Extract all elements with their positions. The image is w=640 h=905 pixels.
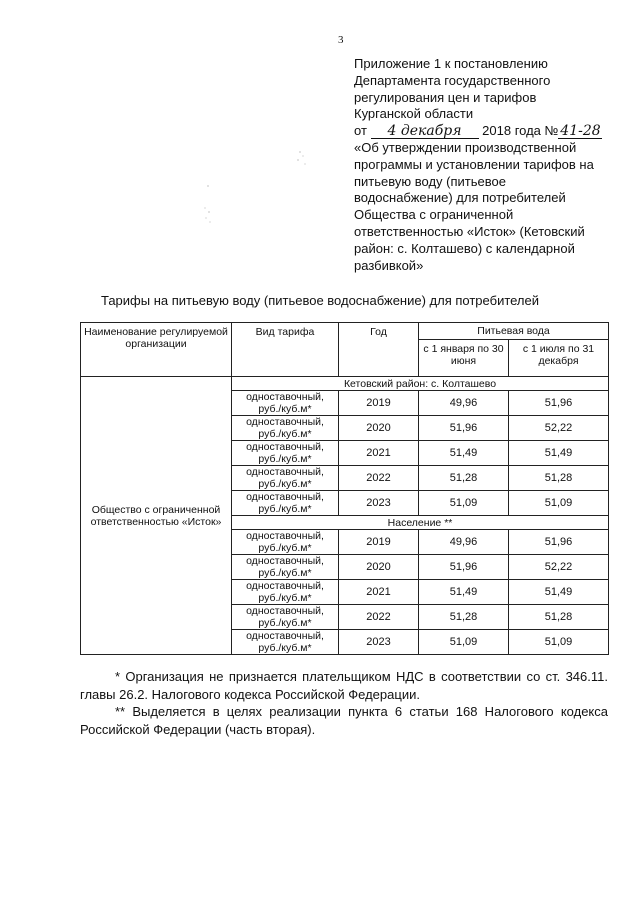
appendix-subject-line: разбивкой» [354, 257, 424, 273]
appendix-line: регулирования цен и тарифов [354, 89, 537, 105]
appendix-subject-line: программы и установлении тарифов на [354, 156, 594, 172]
year-cell: 2022 [339, 466, 419, 491]
year-cell: 2023 [339, 630, 419, 655]
tariff-type-cell: одноставочный, руб./куб.м* [232, 580, 339, 605]
tariff-type-cell: одноставочный, руб./куб.м* [232, 416, 339, 441]
header-year: Год [339, 323, 419, 377]
appendix-line: Курганской области [354, 106, 474, 122]
appendix-subject [354, 140, 614, 274]
tariff-table-body [81, 377, 609, 655]
tariff-h2-cell: 51,09 [509, 630, 609, 655]
tariff-h2-cell: 51,96 [509, 391, 609, 416]
tariff-table [80, 322, 609, 655]
handwritten-number: 41-28 [560, 123, 601, 140]
year-cell: 2020 [339, 555, 419, 580]
year-cell: 2019 [339, 530, 419, 555]
tariff-h2-cell: 51,09 [509, 491, 609, 516]
section-label: Кетовский район: с. Колташево [232, 377, 609, 391]
footnote-vat: * Организация не признается плательщиком НДС в соответствии со ст. 346.11. главы 26.2. Налогового кодекса Российской Федерации. [80, 669, 608, 702]
handwritten-date: 4 декабря [371, 125, 479, 139]
tariff-type-cell: одноставочный, руб./куб.м* [232, 605, 339, 630]
footnote-population: ** Выделяется в целях реализации пункта 6 статьи 168 Налогового кодекса Российской Федерации (часть вторая). [80, 704, 608, 737]
header-water: Питьевая вода [419, 323, 609, 340]
header-tariff-type: Вид тарифа [232, 323, 339, 377]
tariff-type-cell: одноставочный, руб./куб.м* [232, 530, 339, 555]
year-cell: 2023 [339, 491, 419, 516]
tariff-type-cell: одноставочный, руб./куб.м* [232, 441, 339, 466]
tariff-h2-cell: 51,28 [509, 605, 609, 630]
year-cell: 2020 [339, 416, 419, 441]
tariff-h2-cell: 52,22 [509, 416, 609, 441]
date-prefix: от [354, 123, 367, 139]
appendix-subject-line: «Об утверждении производственной [354, 139, 577, 155]
tariff-h2-cell: 51,49 [509, 441, 609, 466]
appendix-subject-line: район: с. Колташево) с календарной [354, 240, 575, 256]
appendix-subject-line: Общества с ограниченной [354, 207, 514, 223]
header-period1: с 1 января по 30 июня [419, 340, 509, 377]
year-text: 2018 года № [482, 123, 559, 139]
header-period2: с 1 июля по 31 декабря [509, 340, 609, 377]
tariff-h1-cell: 51,96 [419, 555, 509, 580]
year-cell: 2022 [339, 605, 419, 630]
section-label: Население ** [232, 516, 609, 530]
tariff-h1-cell: 51,28 [419, 466, 509, 491]
appendix-subject-line: ответственностью «Исток» (Кетовский [354, 223, 585, 239]
appendix-date-line [354, 123, 614, 140]
page-number: 3 [338, 34, 344, 46]
year-cell: 2019 [339, 391, 419, 416]
tariff-type-cell: одноставочный, руб./куб.м* [232, 630, 339, 655]
appendix-line: Департамента государственного [354, 72, 551, 88]
tariff-type-cell: одноставочный, руб./куб.м* [232, 391, 339, 416]
footnotes [80, 668, 608, 738]
organization-name: Общество с ограниченной ответственностью «Исток» [81, 377, 232, 655]
tariff-type-cell: одноставочный, руб./куб.м* [232, 555, 339, 580]
tariff-h2-cell: 51,28 [509, 466, 609, 491]
tariff-h1-cell: 49,96 [419, 391, 509, 416]
appendix-block [354, 56, 614, 274]
tariff-h2-cell: 51,96 [509, 530, 609, 555]
header-org: Наименование регулируемой организации [81, 323, 232, 377]
tariff-type-cell: одноставочный, руб./куб.м* [232, 466, 339, 491]
appendix-line: Приложение 1 к постановлению [354, 56, 548, 71]
section-row [81, 377, 609, 391]
year-cell: 2021 [339, 441, 419, 466]
document-title: Тарифы на питьевую воду (питьевое водоснабжение) для потребителей [100, 293, 540, 308]
tariff-type-cell: одноставочный, руб./куб.м* [232, 491, 339, 516]
tariff-h1-cell: 51,49 [419, 580, 509, 605]
appendix-subject-line: питьевую воду (питьевое [354, 173, 506, 189]
tariff-h1-cell: 51,49 [419, 441, 509, 466]
tariff-h2-cell: 51,49 [509, 580, 609, 605]
tariff-h1-cell: 51,09 [419, 630, 509, 655]
appendix-subject-line: водоснабжение) для потребителей [354, 190, 566, 206]
tariff-h1-cell: 51,09 [419, 491, 509, 516]
tariff-h1-cell: 51,28 [419, 605, 509, 630]
year-cell: 2021 [339, 580, 419, 605]
tariff-h1-cell: 49,96 [419, 530, 509, 555]
scan-specks [200, 150, 310, 230]
tariff-h1-cell: 51,96 [419, 416, 509, 441]
tariff-h2-cell: 52,22 [509, 555, 609, 580]
